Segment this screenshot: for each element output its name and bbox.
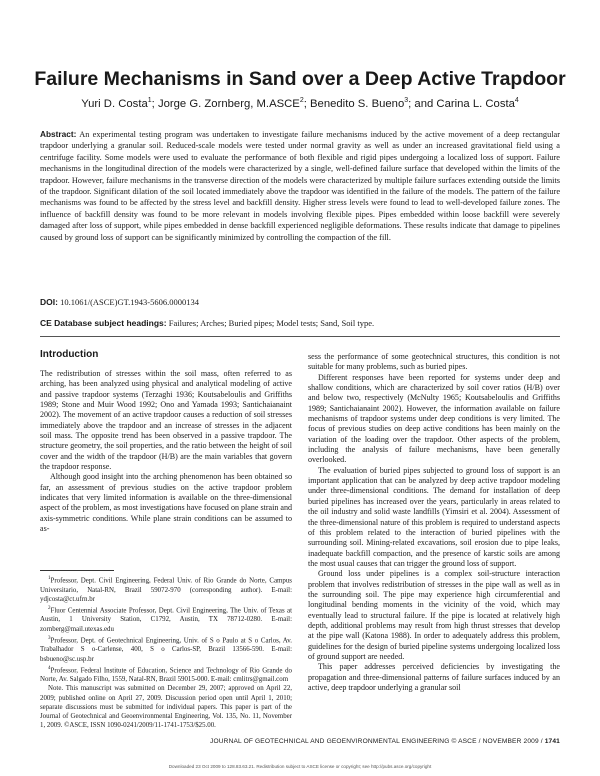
footnotes xyxy=(40,574,292,730)
page-number: 1741 xyxy=(544,738,560,745)
footer-journal: JOURNAL OF GEOTECHNICAL AND GEOENVIRONMENTAL ENGINEERING © ASCE / NOVEMBER 2009 / xyxy=(210,738,545,745)
footnote: $^3$Professor, Dept. of Geotechnical Engineering, Univ. of S o Paulo at S o Carlos, Av. Trabalhador S o-Carlense, 400, S o Carlos-SP, Brazil 13566-590. E-mail: bsbueno@sc.usp.br xyxy=(40,635,292,663)
footnote: $^1$Professor, Dept. Civil Engineering, Federal Univ. of Rio Grande do Norte, Campus Universitario, Natal-RN, Brazil 59072-970 (corresponding author). E-mail: ydjcosta@ct.ufrn.br xyxy=(40,576,292,603)
divider-rule xyxy=(40,336,560,337)
abstract-text: An experimental testing program was undertaken to investigate failure mechanisms induced by the active movement of a deep rectangular trapdoor underlying a granular soil. Reduced-scale models were tested under normal gravity as well as under an increased gravitational field using a centrifuge facility. Some models were used to evaluate the performance of both flexible and rigid pipes undergoing a localized loss of support. Failure mechanisms in the longitudinal direction of the models were characterized by a single, well-defined failure surface that developed within the limits of the trapdoor. However, failure mechanisms in the transverse direction of the models were characterized by multiple failure surfaces extending outside the limits of the trapdoor. Significant dilation of the soil located immediately above the trapdoor was identified in the failure of the models. The pattern of the failure mechanisms was found to be affected by the stress level and backfill density. Higher stress levels were found to lead to well-developed failure zones. The influence of backfill density was found to be more relevant in models involving flexible pipes. Pipes embedded within loose backfill were severely damaged after loss of support, while pipes embedded in dense backfill experienced negligible deformations. These results indicate that damage to pipelines caused by ground loss of support can be significantly minimized by controlling the compaction of the fill. xyxy=(40,130,560,242)
footnote-rule xyxy=(40,570,114,571)
doi-value[interactable]: 10.1061/(ASCE)GT.1943-5606.0000134 xyxy=(60,297,199,307)
doi-line xyxy=(40,297,560,307)
ce-value: Failures; Arches; Buried pipes; Model tests; Sand, Soil type. xyxy=(168,318,375,328)
body-paragraph: Ground loss under pipelines is a complex soil-structure interaction problem that involves redistribution of stresses in the pipe wall as well as in the surrounding soil. The pipe may experience high circumferential and longitudinal bending moments in the vicinity of the void, which may eventually lead to structural failure. If the pipe is located at relatively high depth, additional problems may result from high thrust stresses that develop at the pipe wall (Katona 1988). In order to adequately address this problem, guidelines for the design of buried pipeline systems undergoing localized loss of ground support are needed. xyxy=(308,569,560,661)
body-paragraph: Although good insight into the arching phenomenon has been obtained so far, an assessment of previous studies on the active trapdoor problem indicates that very limited information is available on the three-dimensional aspect of the problem, as most investigations have focused on plane strain and axis-symmetric conditions. While plane strain conditions can be assumed to as- xyxy=(40,472,292,534)
ce-label: CE Database subject headings: xyxy=(40,318,167,328)
manuscript-note: Note. This manuscript was submitted on December 29, 2007; approved on April 22, 2009; published online on April 27, 2009. Discussion period open until April 1, 2010; separate discussions must be submitted for individual papers. This paper is part of the Journal of Geotechnical and Geoenvironmental Engineering, Vol. 135, No. 11, November 1, 2009. ©ASCE, ISSN 1090-0241/2009/11-1741-1753/$25.00. xyxy=(40,685,292,730)
body-paragraph: The evaluation of buried pipes subjected to ground loss of support is an important application that can be analyzed by deep active trapdoor modeling under three-dimensional conditions. The demand for installation of deep buried pipelines has increased over the years, particularly in areas related to the oil industry and solid waste landfills (Yimsiri et al. 2004). Assessment of the three-dimensional nature of this problem is required to understand aspects of this problem related to the interaction of buried pipelines with the surrounding soil. Mining-related excavations, soil erosion due to pipe leaks, inadequate backfill compaction, and the presence of karstic soils are among the most usual causes that can trigger the ground loss of support. xyxy=(308,465,560,568)
author-4: Carina L. Costa$^4$ xyxy=(436,97,519,110)
author-3: Benedito S. Bueno$^3$; and xyxy=(310,97,437,110)
footnote: $^4$Professor, Federal Institute of Education, Science and Technology of Rio Grande do Norte, Av. Salgado Filho, 1559, Natal-RN, Brazil 59015-000. E-mail: cmlitrs@gmail.com xyxy=(40,665,292,684)
ce-subject-headings xyxy=(40,318,560,328)
column-left-body xyxy=(40,369,292,535)
author-1: Yuri D. Costa$^1$; xyxy=(81,97,158,110)
section-heading-introduction: Introduction xyxy=(40,349,99,360)
author-line xyxy=(0,97,600,110)
body-paragraph: sess the performance of some geotechnical structures, this condition is not suitable for many problems, such as buried pipes. xyxy=(308,352,560,372)
abstract xyxy=(40,129,560,243)
doi-label: DOI: xyxy=(40,297,58,307)
abstract-label: Abstract: xyxy=(40,129,77,139)
body-paragraph: This paper addresses perceived deficiencies by investigating the propagation and three-dimensional patterns of failure surfaces induced by an active, deep trapdoor underlying a granular soil xyxy=(308,662,560,692)
author-2: Jorge G. Zornberg, M.ASCE$^2$; xyxy=(157,97,311,110)
body-paragraph: Different responses have been reported for systems under deep and shallow conditions, which are characterized by soil cover ratios (H/B) over and below two, respectively (McNulty 1965; Koutsabeloulis and Griffiths 1989; Santichaianaint 2002). However, the information available on failure mechanisms of trapdoor systems under deep conditions is very limited. The focus of previous studies on deep active conditions has been mainly on the variation of the loading over the trapdoor. Other aspects of the problem, including the analysis of failure mechanisms, have been generally overlooked. xyxy=(308,372,560,465)
paper-title: Failure Mechanisms in Sand over a Deep Active Trapdoor xyxy=(34,68,566,90)
download-notice: Downloaded 23 Oct 2009 to 128.83.63.21. Redistribution subject to ASCE license or copyright; see http://pubs.asce.org/copyright xyxy=(168,764,432,769)
journal-footer xyxy=(40,738,560,745)
body-paragraph: The redistribution of stresses within the soil mass, often referred to as arching, has been analyzed using physical and analytical modeling of active and passive trapdoor systems (Terzaghi 1936; Koutsabeloulis and Griffiths 1989; Stone and Muir Wood 1992; Ono and Yamada 1993; Santichaianaint 2002). The movement of an active trapdoor causes a reduction of soil stresses immediately above the trapdoor and an increase of stresses in the adjacent soil mass. The opposite trend has been observed in a passive trapdoor. The structure geometry, the soil properties, and the ratio between the height of soil cover and the width of the trapdoor (H/B) are the main variables that govern the trapdoor response. xyxy=(40,369,292,472)
footnote: $^2$Fluor Centennial Associate Professor, Dept. Civil Engineering, The Univ. of Texas at Austin, 1 University Station, C1792, Austin, TX 78712-0280. E-mail: zornberg@mail.utexas.edu xyxy=(40,605,292,633)
column-right-body xyxy=(308,352,560,693)
